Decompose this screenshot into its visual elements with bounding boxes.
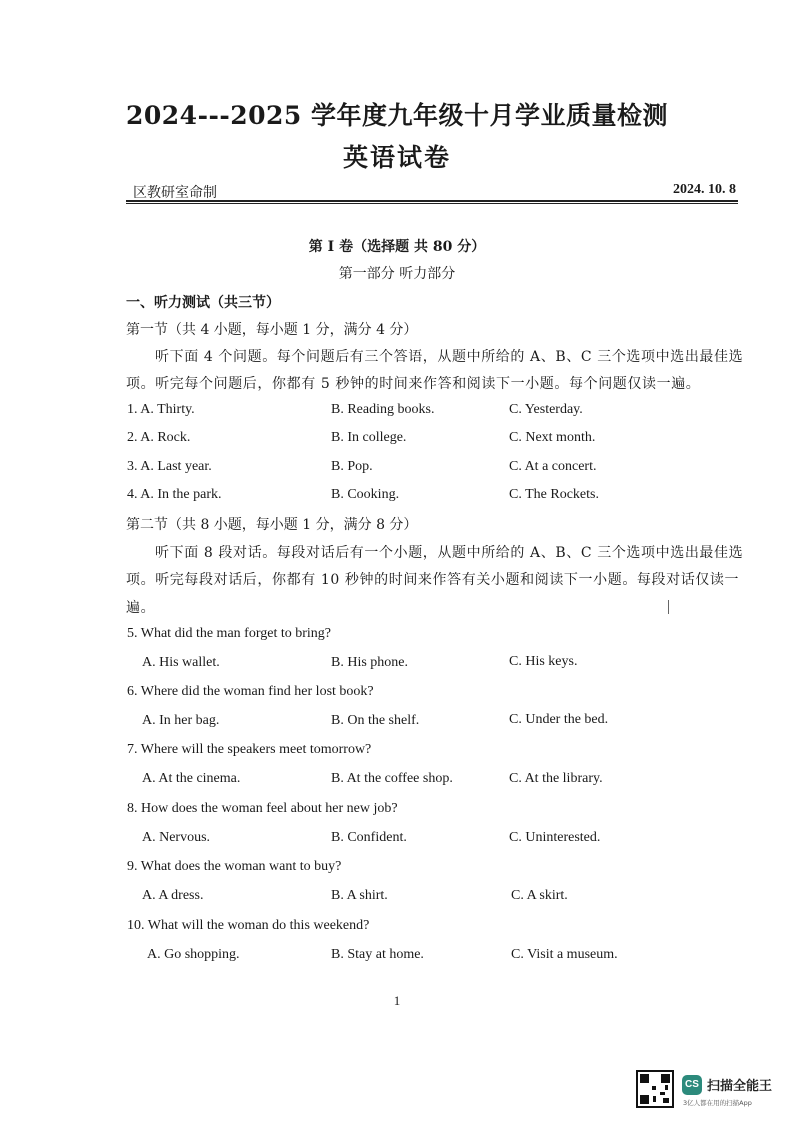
q6-option-c: C. Under the bed. (509, 712, 609, 727)
q4-option-c: C. The Rockets. (509, 487, 599, 502)
header-divider-thin (126, 203, 738, 204)
q2-option-c: C. Next month. (509, 430, 596, 445)
section1-instruction-line1: 听下面 4 个问题。每个问题后有三个答语，从题中所给的 A、B、C 三个选项中选出最佳选 (155, 349, 744, 365)
section2-title: 第二节（共 8 小题，每小题 1 分，满分 8 分） (126, 517, 418, 533)
q1-option-b: B. Reading books. (331, 402, 435, 417)
q6-question: 6. Where did the woman find her lost book? (127, 684, 374, 699)
exam-title: 2024---2025 学年度九年级十月学业质量检测 (126, 101, 668, 130)
q7-option-c: C. At the library. (509, 771, 603, 786)
section2-instruction-line3: 遍。 (126, 600, 156, 616)
scanner-app-name: 扫描全能王 (707, 1079, 773, 1094)
q8-question: 8. How does the woman feel about her new job? (127, 801, 398, 816)
q9-option-c: C. A skirt. (511, 888, 568, 903)
q9-question: 9. What does the woman want to buy? (127, 859, 342, 874)
scanner-tagline: 3亿人都在用的扫描App (683, 1099, 752, 1107)
q4-option-b: B. Cooking. (331, 487, 400, 502)
q3-option-a: 3. A. Last year. (127, 459, 212, 474)
q6-option-b: B. On the shelf. (331, 713, 420, 728)
q5-option-a: A. His wallet. (142, 655, 220, 670)
q9-option-a: A. A dress. (142, 888, 204, 903)
volume-title: 第 I 卷（选择题 共 80 分） (308, 239, 486, 255)
q3-option-c: C. At a concert. (509, 459, 597, 474)
q7-question: 7. Where will the speakers meet tomorrow? (127, 742, 372, 757)
q1-option-a: 1. A. Thirty. (127, 402, 195, 417)
scan-mark (668, 600, 669, 614)
header-divider (126, 200, 738, 202)
q10-option-c: C. Visit a museum. (511, 947, 618, 962)
q9-option-b: B. A shirt. (331, 888, 388, 903)
section2-instruction-line1: 听下面 8 段对话。每段对话后有一个小题，从题中所给的 A、B、C 三个选项中选出最佳选 (155, 545, 744, 561)
q8-option-b: B. Confident. (331, 830, 407, 845)
q3-option-b: B. Pop. (331, 459, 373, 474)
q10-option-a: A. Go shopping. (147, 947, 240, 962)
q2-option-a: 2. A. Rock. (127, 430, 191, 445)
q1-option-c: C. Yesterday. (509, 402, 583, 417)
section1-title: 第一节（共 4 小题，每小题 1 分，满分 4 分） (126, 322, 418, 338)
q10-question: 10. What will the woman do this weekend? (127, 918, 370, 933)
q6-option-a: A. In her bag. (142, 713, 220, 728)
page-number: 1 (393, 993, 401, 1008)
q5-question: 5. What did the man forget to bring? (127, 626, 331, 641)
part-title: 第一部分 听力部分 (338, 266, 456, 282)
q8-option-c: C. Uninterested. (509, 830, 601, 845)
exam-author: 区教研室命制 (133, 185, 217, 201)
q7-option-a: A. At the cinema. (142, 771, 241, 786)
q7-option-b: B. At the coffee shop. (331, 771, 453, 786)
q2-option-b: B. In college. (331, 430, 407, 445)
section1-instruction-line2: 项。听完每个问题后，你都有 5 秒钟的时间来作答和阅读下一小题。每个问题仅读一遍。 (126, 376, 701, 392)
q10-option-b: B. Stay at home. (331, 947, 424, 962)
q8-option-a: A. Nervous. (142, 830, 211, 845)
exam-date: 2024. 10. 8 (673, 182, 736, 197)
camscanner-logo-icon: CS (682, 1075, 702, 1095)
listening-heading: 一、听力测试（共三节） (126, 295, 280, 311)
exam-subject: 英语试卷 (342, 143, 451, 172)
q5-option-b: B. His phone. (331, 655, 408, 670)
qr-code-icon (636, 1070, 674, 1108)
q4-option-a: 4. A. In the park. (127, 487, 222, 502)
q5-option-c: C. His keys. (509, 654, 578, 669)
section2-instruction-line2: 项。听完每段对话后，你都有 10 秒钟的时间来作答有关小题和阅读下一小题。每段对话仅读一 (126, 572, 740, 588)
